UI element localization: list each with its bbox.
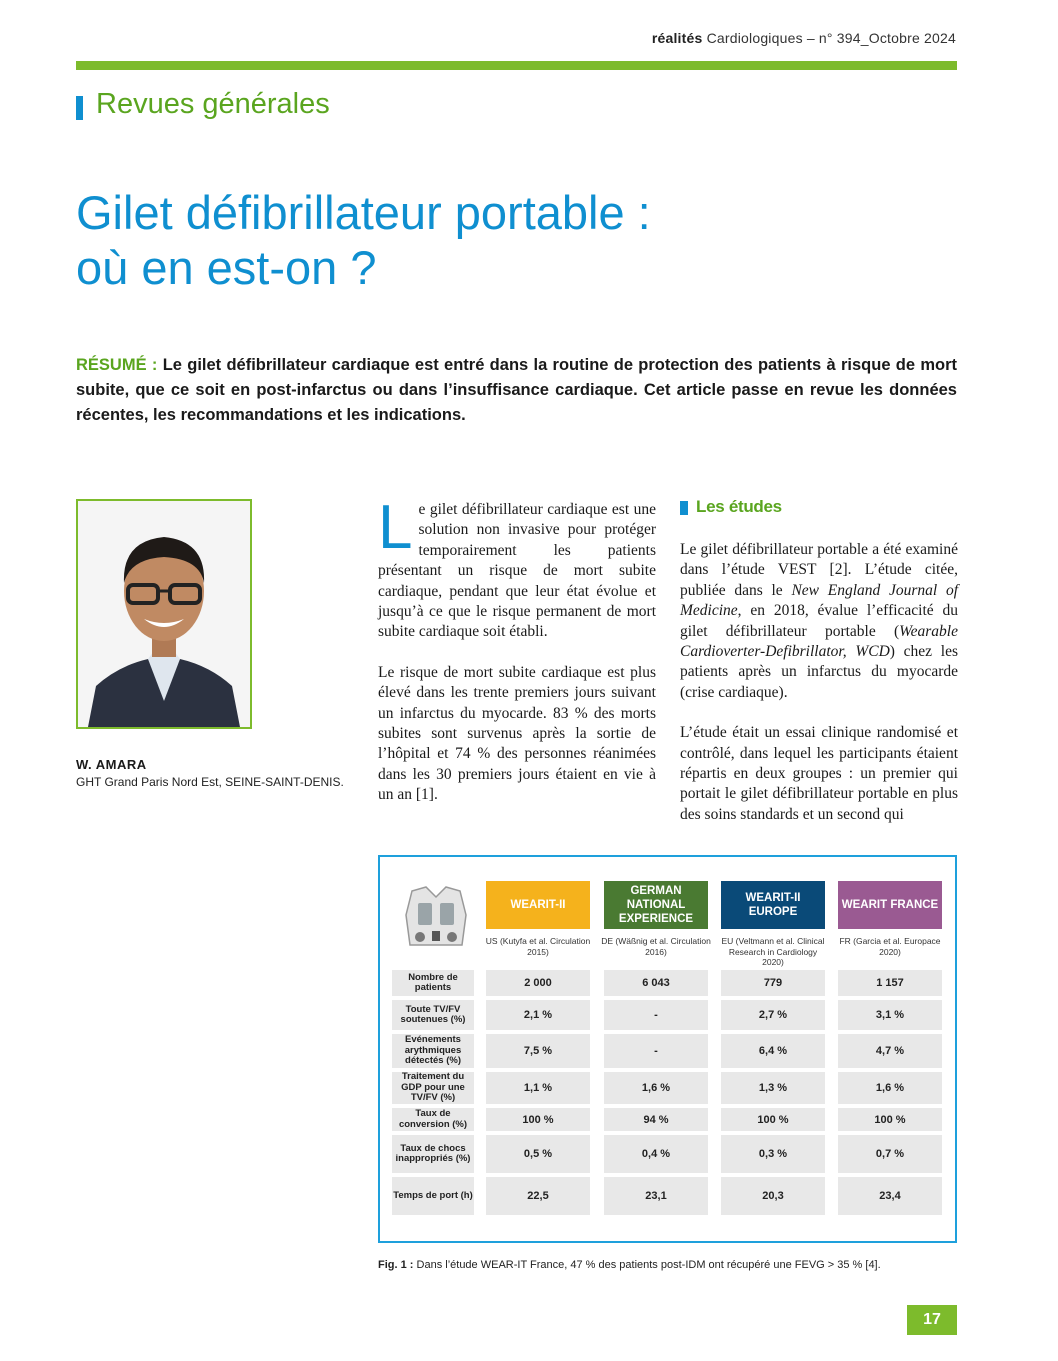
table-cell: 1,3 %	[721, 1072, 825, 1104]
row-label: Traitement du GDP pour une TV/FV (%)	[392, 1072, 474, 1104]
table-cell: 22,5	[486, 1177, 590, 1215]
journal-name: New England Journal of Medicine	[680, 581, 958, 620]
row-label: Temps de port (h)	[392, 1177, 474, 1215]
column-source: FR (Garcia et al. Europace 2020)	[839, 936, 941, 957]
body-column-2	[680, 540, 958, 845]
section-marker	[76, 96, 83, 120]
column-header: WEARIT-II	[486, 881, 590, 929]
body-column-1	[378, 493, 656, 826]
table-cell: 100 %	[721, 1108, 825, 1131]
figure-table	[378, 855, 957, 1243]
body-paragraph	[680, 540, 958, 703]
row-label: Taux de chocs inappropriés (%)	[392, 1135, 474, 1173]
abstract	[76, 353, 957, 428]
article-title-line1: Gilet défibrillateur portable :	[76, 186, 651, 239]
masthead-brand: réalités	[651, 30, 703, 46]
masthead-issue: Cardiologiques – n° 394_Octobre 2024	[706, 30, 956, 46]
column-source: EU (Veltmann et al. Clinical Research in Cardiology 2020)	[721, 936, 825, 967]
table-cell: 2 000	[486, 970, 590, 996]
row-label: Nombre de patients	[392, 970, 474, 996]
body-paragraph: e gilet défibrillateur cardiaque est une solution non invasive pour protéger temporairement les patients présentant un risque de mort subite cardiaque, pendant que leur état évolue et jusqu’à ce que le risque permanent de mort subite cardiaque soit établi.	[378, 501, 656, 641]
caption-text: Dans l’étude WEAR-IT France, 47 % des patients post-IDM ont récupéré une FEVG > 35 % [4].	[416, 1259, 881, 1271]
article-title	[76, 185, 651, 295]
vest-device-icon	[398, 885, 474, 955]
table-cell: 2,7 %	[721, 1000, 825, 1030]
device-name: Wearable Cardioverter-Defibrillator, WCD	[680, 622, 958, 661]
section-title: Revues générales	[96, 88, 330, 120]
column-header: WEARIT-II EUROPE	[721, 881, 825, 929]
body-paragraph: L’étude était un essai clinique randomisé et contrôlé, dans lequel les participants étaient répartis en deux groupes : un premier qui portait le gilet défibrillateur portable en plus des soins standards et un second qui	[680, 724, 958, 823]
drop-cap: L	[378, 493, 413, 562]
top-rule	[76, 61, 957, 70]
author-name: W. AMARA	[76, 757, 147, 772]
table-cell: 1,6 %	[604, 1072, 708, 1104]
table-cell: 2,1 %	[486, 1000, 590, 1030]
table-cell: 1,6 %	[838, 1072, 942, 1104]
table-cell: -	[604, 1034, 708, 1068]
table-cell: -	[604, 1000, 708, 1030]
row-label: Evénements arythmiques détectés (%)	[392, 1034, 474, 1068]
body-paragraph: Le risque de mort subite cardiaque est plus élevé dans les trente premiers jours suivant un infarctus du myocarde. 83 % des morts subites sont survenus après la sortie de l’hôpital et 74 % des personnes réanimées dans les 30 premiers jours étaient en vie à un an [1].	[378, 663, 656, 804]
table-cell: 779	[721, 970, 825, 996]
page-number: 17	[907, 1305, 957, 1335]
article-title-line2: où en est-on ?	[76, 241, 377, 294]
column-header: GERMAN NATIONAL EXPERIENCE	[604, 881, 708, 929]
column-source: US (Kutyfa et al. Circulation 2015)	[485, 936, 591, 957]
column-header: WEARIT FRANCE	[838, 881, 942, 929]
table-cell: 7,5 %	[486, 1034, 590, 1068]
subheading-marker	[680, 501, 688, 515]
text-run: Le gilet défibrillateur portable a été examiné dans l’étude VEST [2]. L’étude citée, publiée dans le	[680, 541, 958, 599]
table-cell: 100 %	[486, 1108, 590, 1131]
table-cell: 3,1 %	[838, 1000, 942, 1030]
text-run: , en 2018, évalue l’efficacité du gilet défibrillateur portable (	[680, 602, 958, 640]
table-cell: 0,4 %	[604, 1135, 708, 1173]
subheading-studies: Les études	[696, 497, 782, 516]
row-label: Toute TV/FV soutenues (%)	[392, 1000, 474, 1030]
table-cell: 94 %	[604, 1108, 708, 1131]
masthead	[652, 30, 956, 46]
table-cell: 100 %	[838, 1108, 942, 1131]
table-cell: 23,4	[838, 1177, 942, 1215]
table-cell: 1 157	[838, 970, 942, 996]
table-cell: 4,7 %	[838, 1034, 942, 1068]
author-portrait-illustration	[78, 501, 250, 727]
text-run: ) chez les patients après un infarctus du myocarde (crise cardiaque).	[680, 643, 958, 701]
table-cell: 6 043	[604, 970, 708, 996]
abstract-label: RÉSUMÉ :	[76, 356, 158, 374]
author-photo	[76, 499, 252, 729]
table-cell: 1,1 %	[486, 1072, 590, 1104]
column-source: DE (Wäßnig et al. Circulation 2016)	[601, 936, 711, 957]
table-cell: 23,1	[604, 1177, 708, 1215]
abstract-text: Le gilet défibrillateur cardiaque est entré dans la routine de protection des patients à risque de mort subite, que ce soit en post-infarctus ou dans l’insuffisance cardiaque. Cet article passe en revue les données récentes, les recommandations et les indications.	[76, 356, 958, 424]
table-cell: 6,4 %	[721, 1034, 825, 1068]
row-label: Taux de conversion (%)	[392, 1108, 474, 1131]
table-cell: 20,3	[721, 1177, 825, 1215]
table-cell: 0,7 %	[838, 1135, 942, 1173]
table-cell: 0,3 %	[721, 1135, 825, 1173]
figure-caption	[378, 1259, 881, 1271]
author-affiliation: GHT Grand Paris Nord Est, SEINE-SAINT-DENIS.	[76, 775, 344, 789]
table-cell: 0,5 %	[486, 1135, 590, 1173]
caption-label: Fig. 1 :	[378, 1259, 414, 1271]
